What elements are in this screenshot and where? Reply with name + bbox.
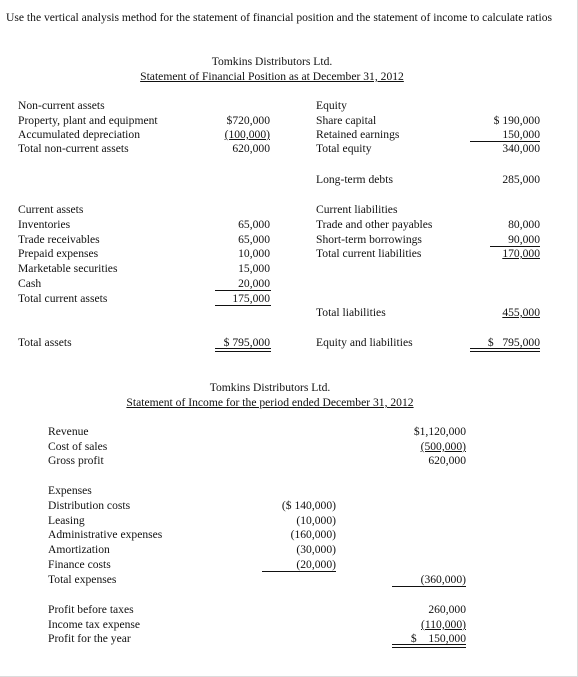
is-dist-value: ($ 140,000) xyxy=(281,499,336,512)
sfp-prepaid-value: 10,000 xyxy=(238,247,270,260)
is-dist-label: Distribution costs xyxy=(48,499,131,512)
sfp-payables-value: 80,000 xyxy=(508,218,540,231)
sfp-total-assets-label: Total assets xyxy=(18,336,72,349)
sfp-inv-value: 65,000 xyxy=(238,218,270,231)
is-total-exp-label: Total expenses xyxy=(48,573,117,586)
sfp-eq-liab-value: $ 795,000 xyxy=(487,336,540,349)
instruction-text: Use the vertical analysis method for the statement of financial position and the statement of income to calculate ratios xyxy=(6,11,553,24)
is-admin-label: Administrative expenses xyxy=(48,528,163,541)
is-gp-value: 620,000 xyxy=(428,454,466,467)
sfp-total-ca-underline xyxy=(215,305,271,306)
sfp-cash-label: Cash xyxy=(18,277,42,290)
sfp-dep-value: (100,000) xyxy=(224,128,270,141)
sfp-retained-label: Retained earnings xyxy=(316,128,400,141)
sfp-total-assets-value: $ 795,000 xyxy=(223,336,270,349)
is-pfy-double-underline xyxy=(392,644,466,648)
is-admin-value: (160,000) xyxy=(290,528,336,541)
is-fin-label: Finance costs xyxy=(48,558,111,571)
is-company: Tomkins Distributors Ltd. xyxy=(209,381,331,394)
sfp-title: Statement of Financial Position as at December 31, 2012 xyxy=(140,70,404,83)
sfp-total-equity-value: 340,000 xyxy=(502,142,540,155)
is-pfy-value: $ 150,000 xyxy=(410,632,466,645)
sfp-dep-label: Accumulated depreciation xyxy=(18,128,141,141)
is-revenue-label: Revenue xyxy=(48,425,89,438)
sfp-total-cl-value: 170,000 xyxy=(502,247,540,260)
sfp-noncurrent-header: Non-current assets xyxy=(18,99,105,112)
sfp-current-header: Current assets xyxy=(18,203,84,216)
sfp-cl-header: Current liabilities xyxy=(316,203,398,216)
is-fin-value: (20,000) xyxy=(296,558,336,571)
sfp-company: Tomkins Distributors Ltd. xyxy=(211,55,333,68)
sfp-inv-label: Inventories xyxy=(18,218,71,231)
sfp-mkt-label: Marketable securities xyxy=(18,262,118,275)
sfp-share-value: $ 190,000 xyxy=(493,114,540,127)
sfp-payables-label: Trade and other payables xyxy=(316,218,433,231)
sfp-total-liab-label: Total liabilities xyxy=(316,306,386,319)
sfp-prepaid-label: Prepaid expenses xyxy=(18,247,99,260)
is-pbt-label: Profit before taxes xyxy=(48,603,134,616)
is-leasing-label: Leasing xyxy=(48,514,85,527)
sfp-ltd-value: 285,000 xyxy=(502,173,540,186)
is-revenue-value: $1,120,000 xyxy=(413,425,466,438)
sfp-total-liab-value: 455,000 xyxy=(502,306,540,319)
sfp-total-nca-value: 620,000 xyxy=(232,142,270,155)
sfp-stb-value: 90,000 xyxy=(508,233,540,246)
sfp-equity-header: Equity xyxy=(316,99,347,112)
sfp-total-cl-label: Total current liabilities xyxy=(316,247,422,260)
sfp-ltd-label: Long-term debts xyxy=(316,173,393,186)
is-amort-value: (30,000) xyxy=(296,543,336,556)
is-pbt-value: 260,000 xyxy=(428,603,466,616)
is-pfy-label: Profit for the year xyxy=(48,632,131,645)
is-cos-value: (500,000) xyxy=(420,440,466,453)
is-cos-label: Cost of sales xyxy=(48,440,108,453)
sfp-cash-underline xyxy=(215,290,271,291)
is-tax-value: (110,000) xyxy=(421,618,466,631)
sfp-rec-label: Trade receivables xyxy=(18,233,100,246)
sfp-total-ca-label: Total current assets xyxy=(18,292,108,305)
is-tax-label: Income tax expense xyxy=(48,618,141,631)
sfp-cash-value: 20,000 xyxy=(238,277,270,290)
is-expenses-header: Expenses xyxy=(48,484,92,497)
sfp-ppe-label: Property, plant and equipment xyxy=(18,114,158,127)
sfp-share-label: Share capital xyxy=(316,114,377,127)
sfp-eq-liab-double-underline xyxy=(470,348,540,352)
is-fin-underline xyxy=(262,571,336,572)
sfp-stb-label: Short-term borrowings xyxy=(316,233,422,246)
sfp-ppe-value: $720,000 xyxy=(226,114,270,127)
is-leasing-value: (10,000) xyxy=(296,514,336,527)
sfp-eq-liab-label: Equity and liabilities xyxy=(316,336,413,349)
sfp-rec-value: 65,000 xyxy=(238,233,270,246)
is-title: Statement of Income for the period ended December 31, 2012 xyxy=(126,396,414,409)
sfp-total-ca-value: 175,000 xyxy=(232,292,270,305)
sfp-retained-value: 150,000 xyxy=(502,128,540,141)
is-total-exp-underline xyxy=(392,586,466,587)
sfp-total-equity-label: Total equity xyxy=(316,142,372,155)
is-total-exp-value: (360,000) xyxy=(420,573,466,586)
is-gp-label: Gross profit xyxy=(48,454,104,467)
sfp-total-assets-double-underline xyxy=(215,348,271,352)
is-amort-label: Amortization xyxy=(48,543,110,556)
sfp-mkt-value: 15,000 xyxy=(238,262,270,275)
sfp-total-nca-label: Total non-current assets xyxy=(18,142,129,155)
